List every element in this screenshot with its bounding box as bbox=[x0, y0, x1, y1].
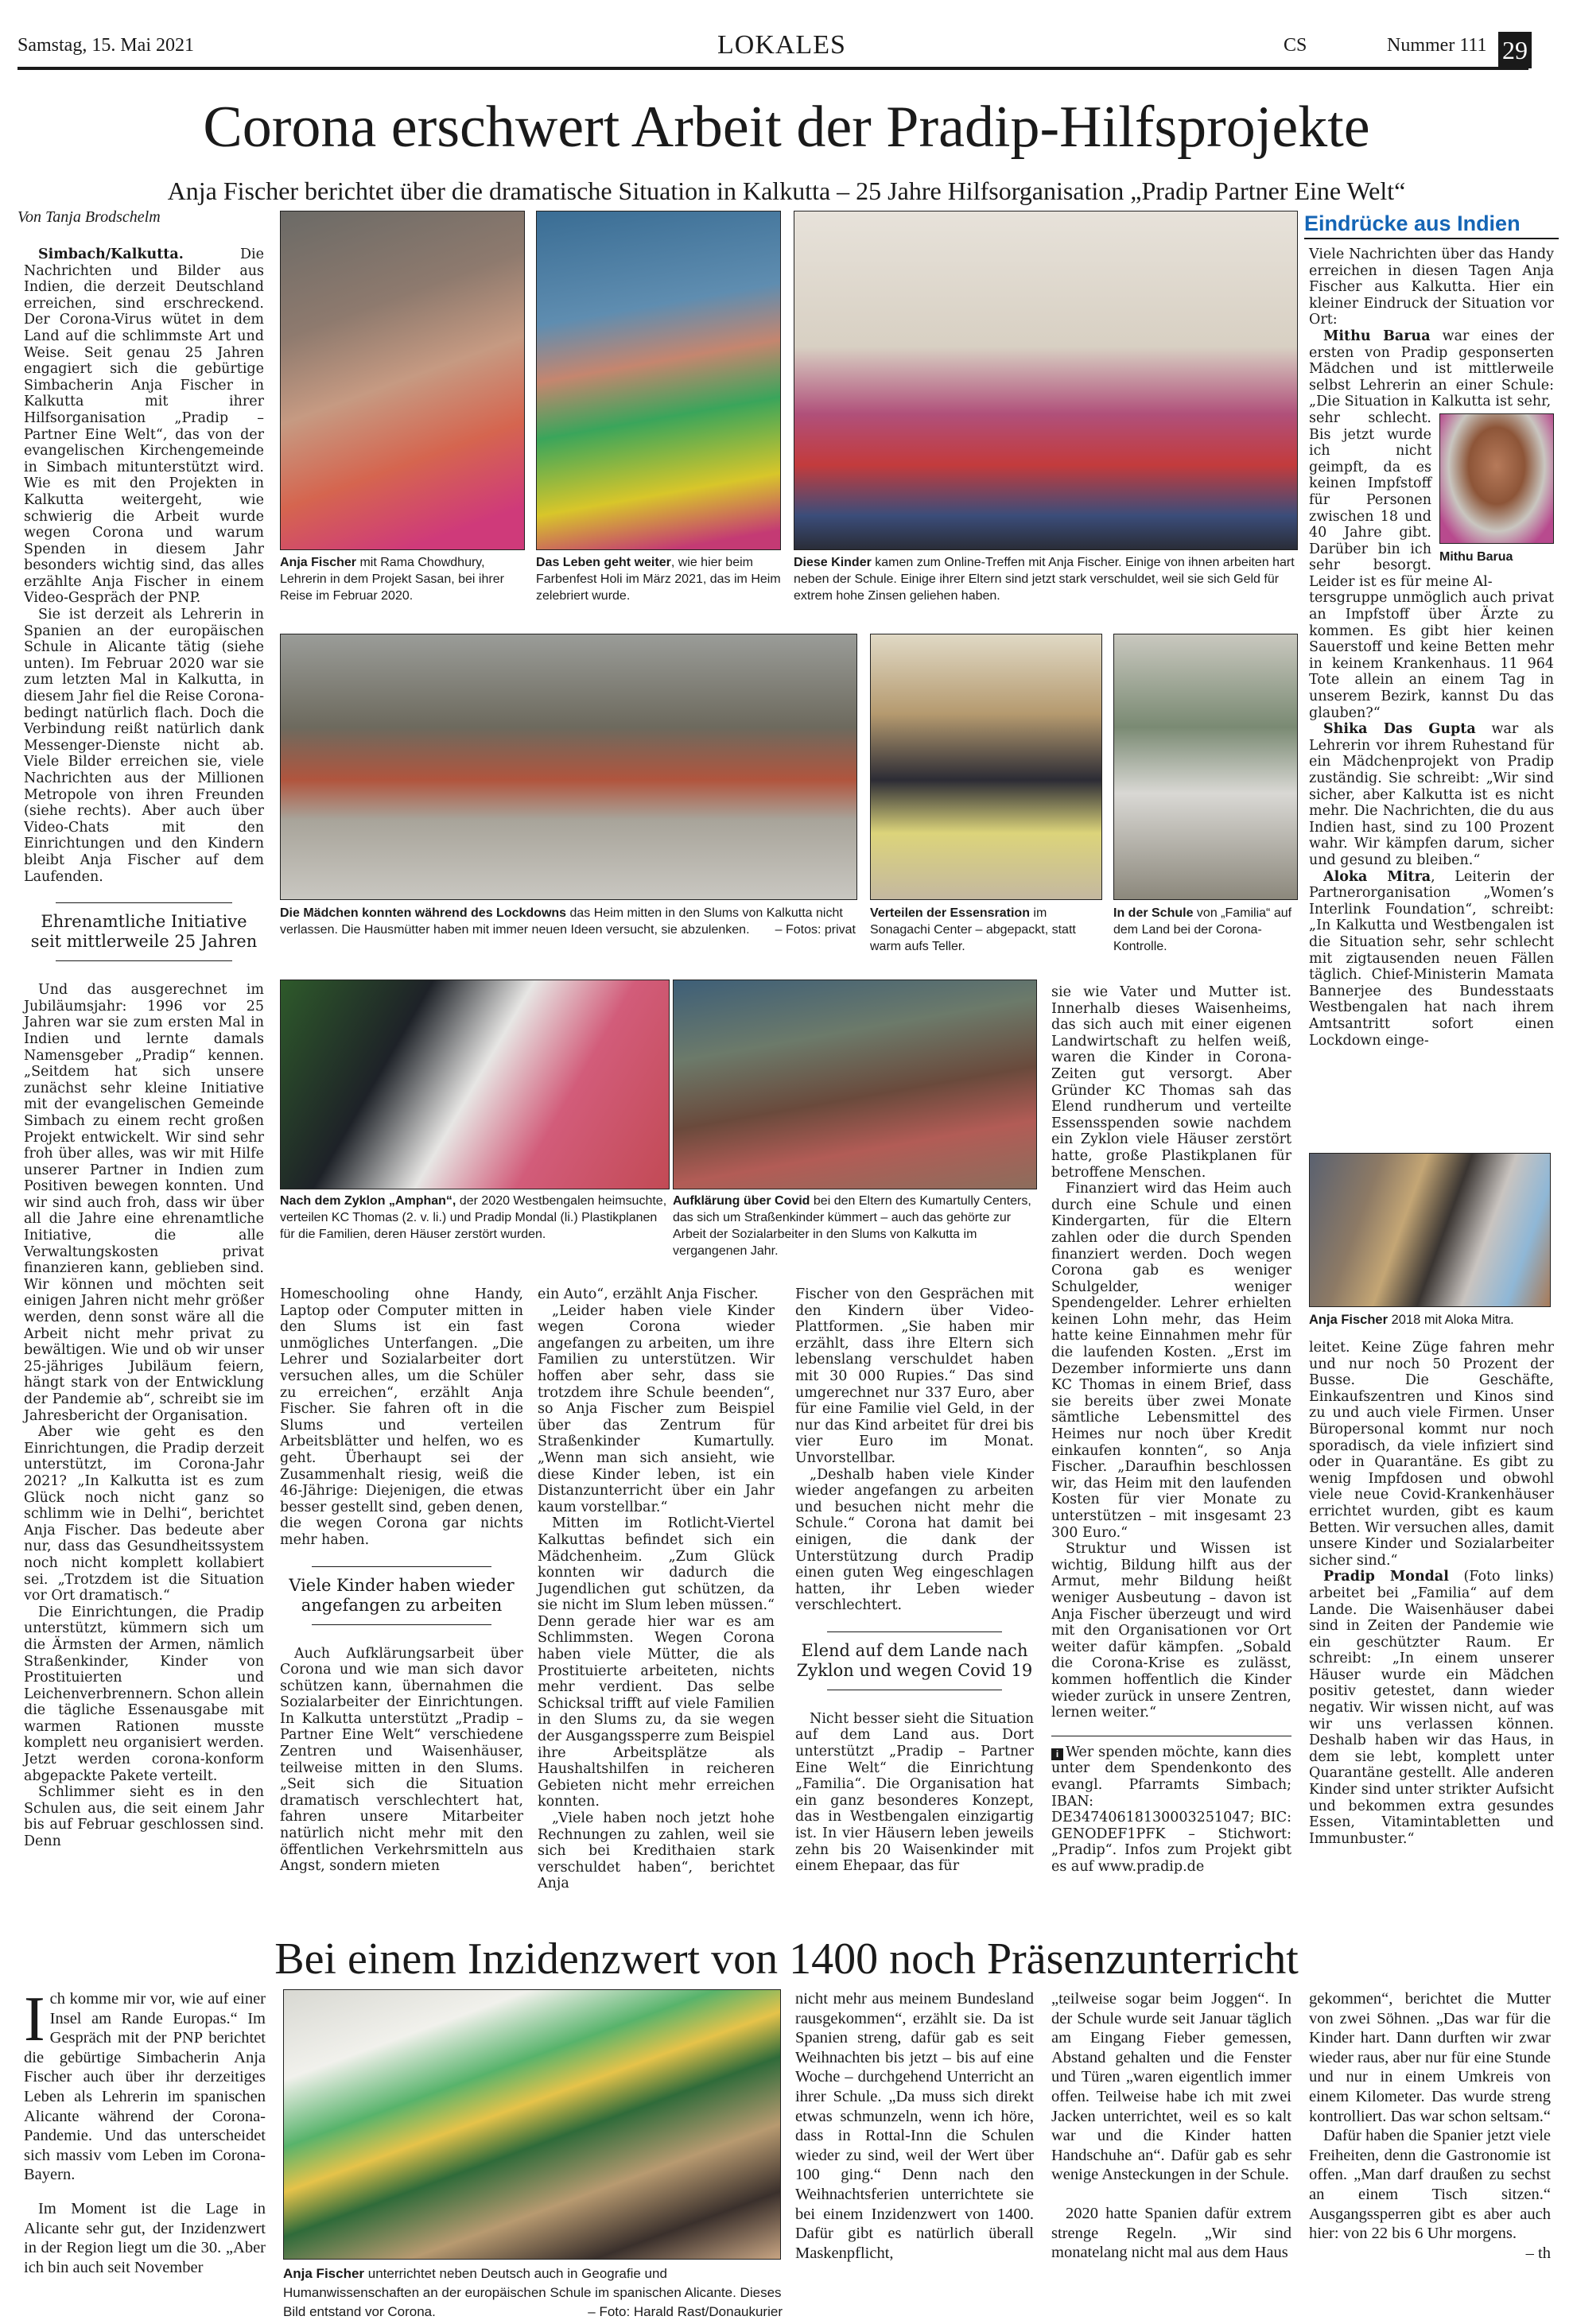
paragraph: Aber wie geht es den Einrichtungen, die Pradip derzeit unterstützt, im Corona-Jahr 2021? „In Kalkutta ist es zum Glück noch nicht ganz so schlimm wie in Delhi“, berichtet Anja Fischer. Das bedeute aber nur, dass das Gesundheitssystem noch nicht komplett kollabiert sei. „Trotzdem ist die Situation vor Ort dramatisch.“ bbox=[24, 1424, 264, 1604]
intertitle: Viele Kinder haben wieder angefangen zu arbeiten bbox=[280, 1566, 523, 1625]
paragraph: Sie ist derzeit als Lehrerin in Spanien an der europäischen Schule in Alicante tätig (siehe unten). Im Februar 2020 war sie zum letzten Mal in Kalkutta, in diesem Jahr fiel die Reise Corona-bedingt natürlich flach. Doch die Verbindung reißt natürlich dank Messenger-Dienste nicht ab. Viele Bilder erreichen sie, viele Nachrichten aus der Millionen Metropole von ihren Freunden (siehe rechts). Aber auch über Video-Chats mit den Einrichtungen und den Kindern bleibt Anja Fischer auf dem Laufenden. bbox=[24, 607, 264, 885]
sidebar-text-continued bbox=[1309, 1340, 1554, 1847]
sidebar-intro: Viele Nachrichten über das Handy erreichen in diesen Tagen Anja Fischer aus Kalkutta. Hier ein kleiner Eindruck der Situation vor Ort: bbox=[1309, 246, 1554, 328]
paragraph: Finanziert wird das Heim auch durch eine Schule und einen Kindergarten, für die Eltern zahlen oder die durch Spenden finanziert werden. Doch wegen Corona gab es weniger Schulgelder, weniger Spendengelder. Lehrer erhielten keinen Lohn mehr, das Heim hatte keine Einnahmen mehr für die laufenden Kosten. „Erst im Dezember informierte uns dann KC Thomas in einem Brief, dass sie bereits über zwei Monate sämtliche Lebensmittel des Heimes nur noch über Kredit einkaufen konnten“, so Anja Fischer. „Daraufhin beschlossen wir, das Heim mit den laufenden Kosten für vier Monate zu unterstützen – mit insgesamt 23 300 Euro.“ bbox=[1051, 1181, 1291, 1541]
photo-food-distribution bbox=[870, 634, 1102, 900]
info-icon: i bbox=[1051, 1748, 1063, 1760]
photo-mithu-barua bbox=[1439, 413, 1554, 544]
paragraph: 2020 hatte Spanien dafür extrem strenge Regeln. „Wir sind monatelang nicht mal aus dem Haus bbox=[1051, 2204, 1291, 2262]
paragraph: Nicht besser sieht die Situation auf dem Land aus. Dort unterstützt „Pradip – Partner Eine Welt“ die Einrichtung „Familia“. Die Organisation hat ein ganz besonderes Konzept, das in Westbengalen einzigartig ist. In vier Häusern leben jeweils zehn bis 20 Waisenkinder mit einem Ehepaar, das für bbox=[795, 1710, 1034, 1875]
paragraph: Shika Das Gupta war als Lehrerin vor ihrem Ruhestand für ein Mädchenprojekt von Pradip zuständig. Sie schreibt: „Wir sind sicher, aber Kalkutta ist es nicht mehr. Die Nachrichten, die du aus Indien hast, sind zu 100 Prozent wahr. Wir kämpfen darum, sicher und gesund zu bleiben.“ bbox=[1309, 721, 1554, 868]
paragraph: Homeschooling ohne Handy, Laptop oder Computer mitten in den Slums ist ein fast unmögliches Unterfangen. „Die Lehrer und Sozialarbeiter dort versuchen alles, um die Schüler zu erreichen“, erzählt Anja Fischer. Sie fahren oft in die Slums und verteilen Arbeitsblätter und helfen, wo es geht. Überhaupt sei der Zusammenhalt riesig, weiß die 46-Jährige: Diejenigen, die etwas besser gestellt sind, geben denen, die wegen Corona gar nichts mehr haben. bbox=[280, 1286, 523, 1548]
sidebar-text bbox=[1309, 246, 1554, 1049]
page-number: 29 bbox=[1498, 32, 1532, 68]
paragraph: Dafür haben die Spanier jetzt viele Freiheiten, denn die Gastronomie ist offen. „Man darf draußen zu sechst an einem Tisch sitzen.“ Ausgangssperren gibt es aber auch hier: von 22 bis 6 Uhr morgens. – th bbox=[1309, 2127, 1551, 2262]
paragraph: gekommen“, berichtet die Mutter von zwei Söhnen. „Das war für die Kinder hart. Dann durften wir zwar wieder raus, aber nur für eine Stunde und nur in einem Umkreis von einem Kilometer. Das wurde streng kontrolliert. Das war schon seltsam.“ bbox=[1309, 1990, 1552, 2125]
paragraph: „Deshalb haben viele Kinder wieder angefangen zu arbeiten und besuchen nicht mehr die Schule.“ Corona hat damit bei einigen, die dank der Unterstützung durch Pradip einen guten Weg eingeschlagen hatten, ihr Leben wieder verschlechtert. bbox=[795, 1466, 1034, 1614]
portrait-block bbox=[1439, 413, 1554, 565]
paragraph: sehr schlecht. Bis jetzt wurde ich nicht geimpft, da es keinen Impfstoff für Personen zwischen 18 und 40 Jahre gibt. Darüber bin ich sehr besorgt. Leider ist es für meine Al- bbox=[1309, 409, 1493, 590]
intertitle: Elend auf dem Lande nach Zyklon und wegen Covid 19 bbox=[795, 1631, 1034, 1690]
photo-cyclone-relief bbox=[280, 980, 670, 1189]
caption: Anja Fischer 2018 mit Aloka Mitra. bbox=[1309, 1313, 1514, 1327]
caption: Anja Fischer mit Rama Chowdhury, Lehrerin in dem Projekt Sasan, bei ihrer Reise im Februar 2020. bbox=[280, 556, 504, 603]
paragraph: tersgruppe unmöglich auch privat an Impfstoff über Ärzte zu kommen. Es gibt hier keinen Sauerstoff und keine Betten mehr in keinem Krankenhaus. 11 964 Tote allein an einem Tag in unserem Bezirk, kannst Du das glauben?“ bbox=[1309, 590, 1554, 721]
drop-cap: I bbox=[24, 1985, 45, 2054]
issue-date: Samstag, 15. Mai 2021 bbox=[17, 35, 194, 56]
photo-classroom bbox=[283, 1989, 781, 2260]
paragraph: Die Nachrichten und Bilder aus Indien, die derzeit Deutschland erreichen, sind erschreckend. Der Corona-Virus wütet in dem Land auf die schlimmste Art und Weise. Seit genau 25 Jahren engagiert sich die gebürtige Simbacherin Anja Fischer in Kalkutta mit ihrer Hilfsorganisation „Pradip – Partner Eine Welt“, das von der evangelischen Kirchengemeinde in Simbach mitunterstützt wird. Wie es mit den Projekten in Kalkutta weitergeht, wie schwierig die Arbeit wurde wegen Corona und warum Spenden in diesem Jahr besonders wichtig sind, das alles erzählte Anja Fischer in einem Video-Gespräch der PNP. bbox=[24, 246, 264, 607]
caption: In der Schule von „Familia“ auf dem Land bei der Corona-Kontrolle. bbox=[1113, 906, 1292, 953]
byline: Von Tanja Brodschelm bbox=[17, 208, 161, 226]
paragraph: Schlimmer sieht es in den Schulen aus, die seit einem Jahr bis auf Februar geschlossen sind. Denn bbox=[24, 1784, 264, 1850]
caption: Mithu Barua bbox=[1439, 549, 1513, 564]
caption: Verteilen der Essensration im Sonagachi Center – abgepackt, statt warm aufs Teller. bbox=[870, 906, 1076, 953]
photo-children bbox=[794, 211, 1298, 550]
intertitle: Ehrenamtliche Initiative seit mittlerweile 25 Jahren bbox=[24, 902, 264, 961]
masthead bbox=[17, 32, 1528, 70]
photo-covid-education bbox=[673, 980, 1037, 1189]
paragraph: Die Einrichtungen, die Pradip unterstützt, kümmern sich um die Ärmsten der Armen, nämlich Straßenkinder, Kinder von Prostituierten und Leichenverbrennern. Schon allein die tägliche Essenausgabe mit warmen Rationen musste komplett neu organisiert werden. Jetzt werden corona-konform abgepackte Pakete verteilt. bbox=[24, 1604, 264, 1784]
photo-school-control bbox=[1113, 634, 1298, 900]
caption: Nach dem Zyklon „Amphan“, der 2020 Westbengalen heimsuchte, verteilen KC Thomas (2. v. li.) und Pradip Mondal (li.) Plastikplanen für die Familien, deren Häuser zerstört wurden. bbox=[280, 1194, 667, 1241]
donation-info: i Wer spenden möchte, kann dies unter dem Spendenkonto des evangl. Pfarramts Simbach; IBAN: DE34740618130003251047; BIC: GENODEF1PFK – Stichwort: „Pradip“. Infos zum Projekt gibt es auf www.pradip.de bbox=[1051, 1744, 1291, 1875]
paragraph: ch komme mir vor, wie auf einer Insel am Rande Europas.“ Im Gespräch mit der PNP berichtet die gebürtige Simbacherin Anja Fischer auch über ihr derzeitiges Leben als Lehrerin im spanischen Alicante während der Corona-Pandemie. Und das unterscheidet sich massiv vom Leben im Corona-Bayern. bbox=[24, 1990, 266, 2184]
caption: Die Mädchen konnten während des Lockdowns das Heim mitten in den Slums von Kalkutta nicht verlassen. Die Hausmütter haben mit immer neuen Ideen versucht, sie abzulenken. – Fotos: privat bbox=[280, 906, 856, 937]
edition-code: CS bbox=[1284, 35, 1307, 56]
paragraph: Struktur und Wissen ist wichtig, Bildung hilft aus der Armut, mehr Bildung heißt weniger Ausbeutung – davon ist Anja Fischer überzeugt und wird mit den Organisationen vor Ort weiter dafür kämpfen. „Sobald die Corona-Krise es zulässt, kommen hoffentlich die Kinder wieder zurück in unsere Zentren, lernen weiter.“ bbox=[1051, 1541, 1291, 1721]
paragraph: ein Auto“, erzählt Anja Fischer. bbox=[538, 1286, 759, 1302]
author-tag: – th bbox=[1525, 2244, 1551, 2262]
caption: Anja Fischer unterrichtet neben Deutsch auch in Geografie und Humanwissenschaften an der europäischen Schule im spanischen Alicante. Dieses Bild entstand vor Corona. – Foto: Harald Rast/Donaukurier bbox=[283, 2264, 783, 2322]
article2-column-3 bbox=[1051, 1989, 1291, 2263]
dateline: Simbach/Kalkutta. bbox=[38, 246, 184, 262]
article-column-1 bbox=[24, 246, 264, 1850]
article2-column-2 bbox=[795, 1989, 1034, 2263]
photo-anja-rama bbox=[280, 211, 525, 550]
paragraph: „Leider haben viele Kinder wegen Corona wieder angefangen zu arbeiten, um ihre Familien zu unterstützen. Wir hoffen aber sehr, dass sie trotzdem ihre Schule beenden“, so Anja Fischer zum Beispiel über das Zentrum für Straßenkinder Kumartully. „Wenn man sich ansieht, wie diese Kinder leben, ist ein Distanzunterricht über ein Jahr kaum vorstellbar.“ bbox=[538, 1302, 775, 1515]
caption: Das Leben geht weiter, wie hier beim Farbenfest Holi im März 2021, das im Heim zelebriert wurde. bbox=[536, 556, 781, 603]
paragraph: Und das ausgerechnet im Jubiläumsjahr: 1996 vor 25 Jahren war sie zum ersten Mal in Indien und lernte damals Namensgeber „Pradip“ kennen. „Seitdem hat sich unsere zunächst sehr kleine Initiative mit der evangelischen Gemeinde Simbach zu einem recht großen Projekt entwickelt. Wir sind sehr froh über alles, was wir mit Hilfe unserer Partner in Indien zum Positiven bewegen konnten. Und wir sind auch froh, dass wir über all die Jahre eine ehrenamtliche Initiative, die alle Verwaltungskosten privat finanzieren kann, geblieben sind. Wir können und möchten seit einigen Jahren nicht mehr größer werden, denn sonst wäre all die Arbeit nicht mehr privat zu bewältigen. Wie und ob wir unser 25-jähriges Jubiläum feiern, hängt stark von der Entwicklung der Pandemie ab“, schreibt sie im Jahresbericht der Organisation. bbox=[24, 982, 264, 1424]
photo-credit: – Fotos: privat bbox=[775, 923, 856, 937]
paragraph: leitet. Keine Züge fahren mehr und nur noch 50 Prozent der Busse. Die Geschäfte, Einkaufszentren und Kinos sind zu und auch viele Firmen. Unser Büropersonal kommt nur noch sporadisch, da viele infiziert sind oder in Quarantäne. Es gibt zu wenig Impfdosen und obwohl viele neue Covid-Krankenhäuser errichtet wurden, gibt es kaum Betten. Wir versuchen alles, damit unsere Kinder und Sozialarbeiter sicher sind.“ bbox=[1309, 1340, 1554, 1569]
section-title: LOKALES bbox=[717, 30, 846, 60]
paragraph: Aloka Mitra, Leiterin der Partnerorganisation „Women’s Interlink Foundation“, schreibt: „In Kalkutta und Westbengalen ist die Situation sehr, sehr schlecht mit zigtausenden neuen Fällen täglich. Chief-Ministerin Mamata Bannerjee des Bundesstaats Westbengalen hat nach ihrem Amtsantritt sofort einen Lockdown einge- bbox=[1309, 868, 1554, 1049]
paragraph: Pradip Mondal (Foto links) arbeitet bei „Familia“ auf dem Lande. Die Waisenhäuser dabei sind in Zeiten der Pandemie wie ein geschützter Raum. Er schreibt: „In einem unserer Häuser wurde ein Mädchen positiv getestet, dann wieder negativ. Wir wissen nicht, auf was wir uns verlassen können. Deshalb haben wir das Haus, in dem sie lebt, komplett unter Quarantäne gestellt. Alle anderen Kinder sind unter strikter Aufsicht und bekommen extra gesundes Essen, Vitamintabletten und Immunbuster.“ bbox=[1309, 1569, 1554, 1847]
subheadline: Anja Fischer berichtet über die dramatische Situation in Kalkutta – 25 Jahre Hilfsorganisation „Pradip Partner Eine Welt“ bbox=[167, 177, 1406, 205]
paragraph: Mitten im Rotlicht-Viertel Kalkuttas befindet sich ein Mädchenheim. „Zum Glück konnten wir dadurch die Jugendlichen gut schützen, da sie nicht im Slum leben müssen.“ Denn gerade hier war es am Schlimmsten. Wegen Corona haben viele Mütter, die als Prostituierte arbeiteten, nichts mehr verdient. Das selbe Schicksal trifft auf viele Familien in den Slums zu, da sie wegen der Ausgangssperre zum Beispiel ihre Arbeitsplätze als Haushaltshilfen in reicheren Gebieten nicht mehr erreichen konnten. bbox=[538, 1515, 775, 1810]
article2-column-4 bbox=[1309, 1989, 1551, 2263]
article2-column-1 bbox=[24, 1985, 266, 2277]
photo-holi bbox=[536, 211, 781, 550]
photo-anja-aloka bbox=[1309, 1153, 1551, 1307]
paragraph: Mithu Barua war eines der ersten von Pradip gesponserten Mädchen und ist mittlerweile selbst Lehrerin an einer Schule: „Die Situation in Kalkutta ist sehr, bbox=[1309, 328, 1555, 410]
paragraph: Fischer von den Gesprächen mit den Kindern über Video-Plattformen. „Sie haben mir erzählt, dass ihre Eltern sich lebenslang verschuldet haben mit 30 000 Rupies.“ Das sind umgerechnet nur 337 Euro, aber für eine Familie viel Geld, in der nur das Kind arbeitet für drei bis vier Euro im Monat. Unvorstellbar. bbox=[795, 1286, 1034, 1466]
article-column-5 bbox=[1051, 984, 1291, 1875]
paragraph: Auch Aufklärungsarbeit über Corona und wie man sich davor schützen kann, übernahmen die Sozialarbeiter der Einrichtungen. In Kalkutta unterstützt „Pradip – Partner Eine Welt“ verschiedene Zentren und Waisenhäuser, teilweise mitten in den Slums. „Seit sich die Situation dramatisch verschlechtert hat, fahren unsere Mitarbeiter natürlich nicht mehr mit den öffentlichen Verkehrsmitteln aus Angst, sondern mieten bbox=[280, 1645, 523, 1875]
caption: Diese Kinder kamen zum Online-Treffen mit Anja Fischer. Einige von ihnen arbeiten hart neben der Schule. Einige ihrer Eltern sind jetzt stark verschuldet, weil sie sich Geld für extrem hohe Zinsen geliehen haben. bbox=[794, 556, 1295, 603]
article-column-4 bbox=[795, 1286, 1034, 1875]
sidebar-title: Eindrücke aus Indien bbox=[1304, 211, 1559, 239]
second-headline: Bei einem Inzidenzwert von 1400 noch Präsenzunterricht bbox=[274, 1934, 1299, 1984]
issue-number: Nummer 111 bbox=[1387, 35, 1487, 56]
paragraph: sie wie Vater und Mutter ist. Innerhalb dieses Waisenheims, das sich auch mit einer eigenen Landwirtschaft zu helfen weiß, waren die Kinder in Corona-Zeiten gut versorgt. Aber Gründer KC Thomas sah das Elend rundherum und verteilte Essensspenden sowie nachdem ein Zyklon viele Häuser zerstört hatte, große Plastikplanen für betroffene Menschen. bbox=[1051, 984, 1291, 1181]
photo-credit: – Foto: Harald Rast/Donaukurier bbox=[588, 2304, 783, 2319]
paragraph: nicht mehr aus meinem Bundesland rausgekommen“, erzählt sie. Da ist Spanien streng, dafür gab es seit Weihnachten bis jetzt – bis auf eine Woche – durchgehend Unterricht an ihrer Schule. „Da muss sich direkt etwas schmunzeln, wenn ich höre, dass in Rottal-Inn die Schulen wieder zu sind, weil der Wert über 100 ging.“ Denn nach den Weihnachtsferien unterrichtete sie bei einem Inzidenzwert von 1400. Dafür gibt es natürlich überall Maskenpflicht, bbox=[795, 1990, 1034, 2262]
article-column-3 bbox=[538, 1286, 775, 1892]
photo-girls-running bbox=[280, 634, 857, 900]
article-column-2 bbox=[280, 1286, 523, 1875]
main-headline: Corona erschwert Arbeit der Pradip-Hilfsprojekte bbox=[203, 95, 1370, 160]
paragraph: „teilweise sogar beim Joggen“. In der Schule wurde seit Januar täglich am Eingang Fieber gemessen, Abstand gehalten und die Fenster und Türen „waren eigentlich immer offen. Teilweise habe ich mit zwei Jacken unterrichtet, weil es so kalt war und die Kinder hatten Handschuhe an“. Dafür gab es sehr wenige Ansteckungen in der Schule. bbox=[1051, 1990, 1291, 2184]
caption: Aufklärung über Covid bei den Eltern des Kumartully Centers, das sich um Straßenkinder kümmert – auch das gehörte zur Arbeit der Sozialarbeiter in den Slums von Kalkutta im vergangenen Jahr. bbox=[673, 1194, 1031, 1258]
paragraph: Im Moment ist die Lage in Alicante sehr gut, der Inzidenzwert in der Region liegt um die 30. „Aber ich bin auch seit November bbox=[24, 2199, 266, 2276]
paragraph: „Viele haben noch jetzt hohe Rechnungen zu zahlen, weil sie sich bei Kredithaien stark verschuldet haben“, berichtet Anja bbox=[538, 1810, 775, 1892]
